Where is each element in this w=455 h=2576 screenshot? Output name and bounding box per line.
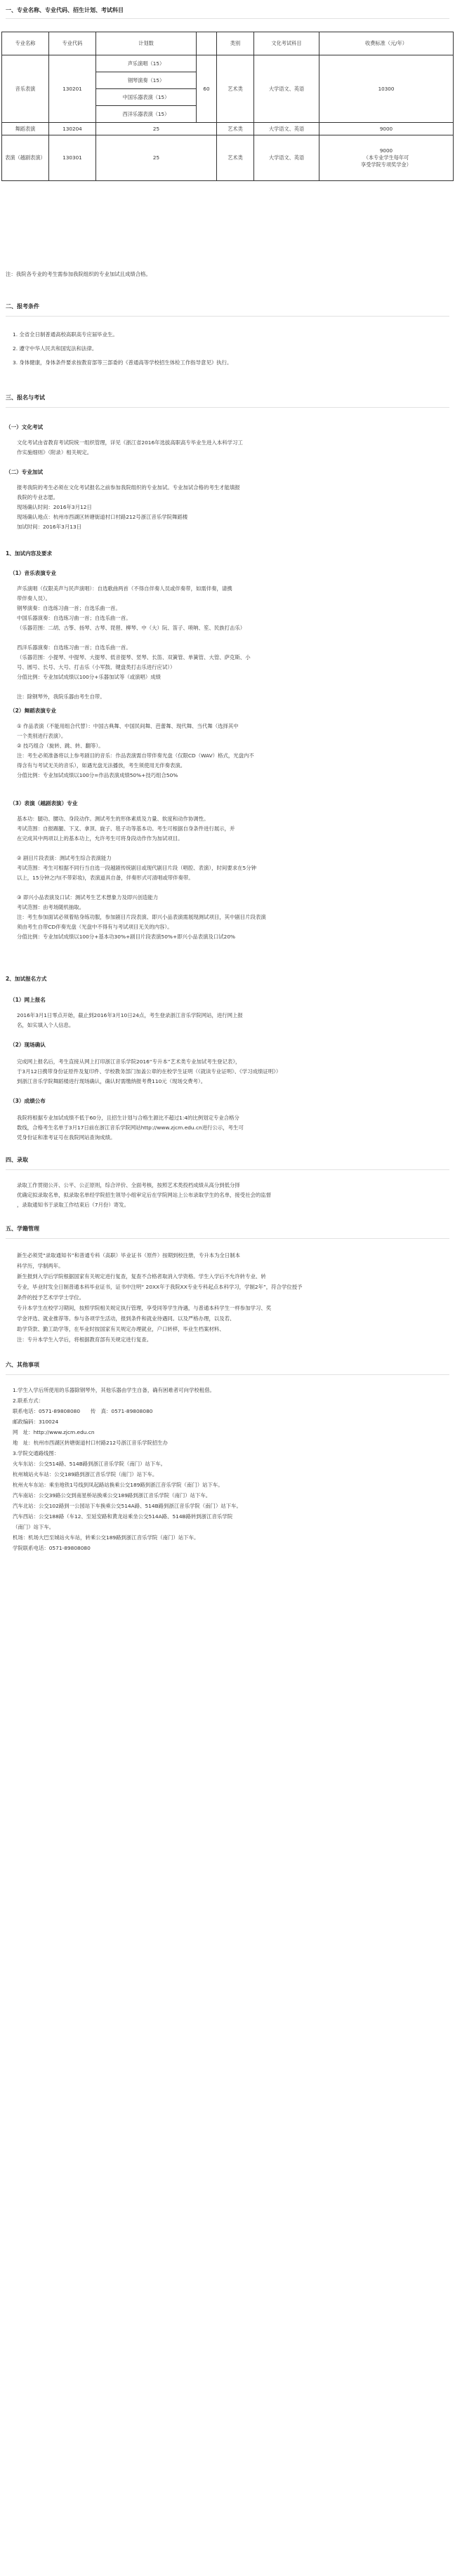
paragraph-line: 我院将根据专业加试成绩不低于60分，且招生计划与合格生源比不超过1:4的比例划定专业合格分: [17, 1115, 239, 1121]
fee-line: （本专业学生每年可: [363, 154, 409, 161]
cell-category: 艺术类: [217, 55, 254, 123]
cell-exam: 大学语文、英语: [254, 123, 319, 135]
paragraph-line: 科学历，学制两年。: [17, 1263, 64, 1269]
requirement-item: 1. 全省全日制普通高校高职高专应届毕业生。: [13, 331, 118, 338]
section-divider: [6, 316, 449, 317]
paragraph-line: 带伴奏人员）。: [17, 595, 51, 602]
paragraph-line: 我院的专业志愿。: [17, 494, 59, 500]
cell-fee: 9000: [319, 123, 454, 135]
enrollment-table: [1, 32, 454, 181]
paragraph-line: 助学贷款、勤工助学等，在毕业时按国家有关规定办理就业，户口转移，毕业生档案材料、: [17, 1326, 225, 1332]
paragraph-line: 到浙江音乐学院舞蹈楼进行现场确认，确认时需缴纳报考费110元（现场交费考）。: [17, 1078, 206, 1084]
content-requirements-title: 1、加试内容及要求: [6, 550, 53, 557]
paragraph-line: 2.联系方式：: [13, 1397, 44, 1404]
paragraph-line: （乐器范围：小提琴、中提琴、大提琴、低音提琴、竖琴、长笛、双簧管、单簧管、大管、萨克斯、小: [17, 654, 251, 660]
registration-method-title: 2、加试报名方式: [6, 976, 47, 982]
onsite-confirmation-title: （2）现场确认: [10, 1042, 46, 1048]
cell-sub-plan: 声乐演唱（15）: [96, 55, 197, 72]
cell-major: 音乐表演: [2, 55, 49, 123]
paragraph-line: 中国乐器演奏：自选练习曲一首；自选乐曲一首。: [17, 615, 131, 621]
paragraph-line: 专升本学生在校学习期间，按照学院相关规定执行管理，享受同等学生待遇，与普通本科学生一样参加学习、奖: [17, 1305, 272, 1311]
table-header-row: [2, 32, 454, 55]
cell-category: 艺术类: [217, 135, 254, 181]
section-divider: [6, 407, 449, 408]
paragraph-line: 钢琴演奏：自选练习曲一首；自选乐曲一首。: [17, 605, 121, 611]
section-divider: [6, 18, 449, 19]
online-registration-title: （1）网上报名: [10, 997, 46, 1003]
section-divider: [6, 1169, 449, 1170]
paragraph-line: 汽车西站：公交188路（车12、至延安路和黄龙站乘坐公交514A路、514B路转到浙江音乐学院: [13, 1513, 233, 1520]
subsection-culture-title: （一）文化考试: [6, 424, 44, 430]
cell-sub-plan: 西洋乐器表演（15）: [96, 106, 197, 123]
table-row: [2, 135, 454, 181]
cell-code: 130201: [49, 55, 96, 123]
paragraph-line: 西洋乐器演奏：自选练习曲一首；自选乐曲一首。: [17, 644, 131, 651]
paragraph-line: 一个类别进行表演）。: [17, 733, 67, 739]
paragraph-line: 凭身份证和准考证号在我院网站查询成绩。: [17, 1134, 116, 1141]
section-6-title: 六、其他事项: [6, 1362, 39, 1368]
table-row: [2, 55, 454, 72]
requirement-item: 2. 遵守中华人民共和国宪法和法律。: [13, 345, 98, 352]
paragraph-line: 汽车北站：公交102路到一公园站下车换乘公交514A路、514B路到浙江音乐学院（南门）站下车。: [13, 1503, 242, 1509]
paragraph-line: （乐器范围：二胡、古筝、扬琴、古琴、琵琶、柳琴、中（大）阮、笛子、唢呐、笙、民族打击乐）: [17, 625, 246, 631]
cell-total: 60: [197, 55, 217, 123]
subsection-audition-title: （二）专业加试: [6, 469, 44, 475]
paragraph-line: 学院联系电话：0571-89808080: [13, 1545, 91, 1551]
dance-performance-title: （2）舞蹈表演专业: [10, 708, 57, 714]
paragraph-line: 邮政编码：310024: [13, 1419, 59, 1425]
cell-exam: 大学语文、英语: [254, 55, 319, 123]
paragraph-line: 分值比例：专业加试成绩以100分+乐器加试等（或演唱）成绩: [17, 674, 161, 680]
cell-sub-plan: 中国乐器表演（15）: [96, 89, 197, 106]
paragraph-line: 以上，15分钟之内(不带彩妆)，表演道具自备，伴奏形式可清唱或带伴奏带。: [17, 875, 194, 881]
paragraph-line: 声乐演唱（仅限美声与民声演唱）：自选歌曲两首（不得自伴奏人员或伴奏带，如需伴奏，请携: [17, 585, 232, 592]
paragraph-line: 在完成其中两项以上的基本功上，允许考生可将身段动作作为加试项目。: [17, 835, 183, 842]
cell-exam: 大学语文、英语: [254, 135, 319, 181]
cell-fee: [319, 135, 454, 181]
cell-major: 表演（越剧表演）: [2, 135, 49, 181]
paragraph-line: 学金评选、就业推荐等。参与各项学生活动，报到条件和就业待遇同。以及严格办理，以及若、: [17, 1315, 235, 1322]
paragraph-line: ，录取通知书于录取工作结束后（7月份）寄发。: [17, 1202, 129, 1208]
cell-code: 130301: [49, 135, 96, 181]
header-exam: 文化考试科目: [254, 32, 319, 55]
table-row: [2, 123, 454, 135]
paragraph-line: 得含有与考试无关的音乐），如遇光盘无法播放，考生须使用无伴奏表演。: [17, 762, 186, 769]
paragraph-line: 联系电话：0571-89808080 传 真：0571-89808080: [13, 1408, 153, 1414]
section-5-title: 五、学籍管理: [6, 1226, 39, 1232]
header-plan: 计划数: [96, 32, 197, 55]
paragraph-line: 优确定拟录取名单，拟录取名单经学院招生领导小组审定后在学院网站上公布录取学生的名单，接受社会的监督: [17, 1192, 272, 1198]
paragraph-line: 2016年3月1日零点开始，截止到2016年3月10日24点，考生登录浙江音乐学院网站，进行网上报: [17, 1012, 243, 1018]
paragraph-line: 文化考试由省教育考试院统一组织管理，详见《浙江省2016年选拔高职高专毕业生进入本科学习工: [17, 439, 243, 446]
paragraph-line: 网 址：http://www.zjcm.edu.cn: [13, 1429, 95, 1435]
section-2-title: 二、报考条件: [6, 303, 39, 310]
paragraph-line: （南门）站下车。: [13, 1524, 55, 1530]
confirm-date: 现场确认时间：2016年3月12日: [17, 504, 92, 510]
paragraph-line: 考试范围：由考场随机抽取。: [17, 904, 85, 910]
section-4-title: 四、录取: [6, 1157, 28, 1163]
results-announcement-title: （3）成绩公布: [10, 1098, 46, 1104]
music-performance-title: （1）音乐表演专业: [10, 570, 57, 576]
confirm-location: 现场确认地点：杭州市西湖区转塘街道村口村路212号浙江音乐学院舞蹈楼: [17, 514, 188, 520]
cell-code: 130204: [49, 123, 96, 135]
cell-category: 艺术类: [217, 123, 254, 135]
requirement-item: 3. 身体健康，身体条件要求按教育部等三部委的《普通高等学校招生体检工作指导意见》执行。: [13, 359, 232, 366]
paragraph-line: 注：专升本学生入学后，将根据教育部有关规定进行复查。: [17, 1336, 152, 1343]
paragraph-line: 号、圆号、长号、大号、打击乐（小军鼓、键盘类打击乐进行应试））: [17, 664, 176, 670]
section-3-title: 三、报名与考试: [6, 394, 45, 401]
paragraph-line: 完成网上报名后，考生直接从网上打印浙江音乐学院2016“专升本”艺术类专业加试考生登记表》，: [17, 1058, 241, 1065]
section-divider: [6, 1238, 449, 1239]
cell-plan: 25: [96, 135, 217, 181]
paragraph-line: 分值比例：专业加试成绩以100分+基本功30%+剧目片段表演50%+即兴小品表演及口试20%: [17, 934, 236, 940]
paragraph-line: 注：除钢琴外，我院乐器由考生自带。: [17, 693, 105, 700]
section-1-title: 一、专业名称、专业代码、招生计划、考试科目: [6, 7, 124, 13]
paragraph-line: 火车东站：公交514路、514B路到浙江音乐学院（南门）站下车。: [13, 1461, 166, 1467]
fee-line: 9000: [379, 147, 393, 154]
paragraph-line: 专业，毕业时发全日制普通本科毕业证书，证书中注明“ 20XX年于我院XX专业专科起点本科学习，学制2年”，符合学位授予: [17, 1284, 303, 1290]
cell-major: 舞蹈表演: [2, 123, 49, 135]
paragraph-line: 考试范围：考生可根据不同行当自选一段越剧传统剧目或现代剧目片段（唱腔、表演），时间要求在5分钟: [17, 865, 256, 871]
paragraph-line: 地 址：杭州市西湖区转塘街道村口村路212号浙江音乐学院招生办: [13, 1440, 169, 1446]
yue-opera-title: （3）表演（越剧表演）专业: [10, 800, 78, 806]
paragraph-line: ② 技巧组合（旋转、跳、转、翻等）。: [17, 743, 104, 749]
paragraph-line: 录取工作贯彻公开、公平、公正原则，综合评价、全面考核，按照艺术类投档成绩从高分到低分择: [17, 1182, 240, 1188]
paragraph-line: 于3月12日携带身份证原件及复印件、学校教务部门加盖公章的在校学生证明（《就读专业证明》、《学习成绩证明》）: [17, 1068, 282, 1075]
cell-plan: 25: [96, 123, 217, 135]
paragraph-line: 条件的授予艺术学学士学位。: [17, 1294, 85, 1301]
paragraph-line: 汽车南站：公交39路公交到南星桥站换乘公交189路到浙江音乐学院（南门）站下车。: [13, 1492, 211, 1499]
cell-fee: 10300: [319, 55, 454, 123]
header-fee: 收费标准（元/年）: [319, 32, 454, 55]
paragraph-line: 基本功：腿功、腰功、身段动作。测试考生的形体素质及力量、软度和动作协调性。: [17, 816, 209, 822]
header-category: 类别: [217, 32, 254, 55]
paragraph-line: 机场：机场大巴至城站火车站，转乘公交189路到浙江音乐学院（南门）站下车。: [13, 1534, 199, 1541]
table-note: 注：我院各专业的考生需参加我院组织的专业加试且成绩合格。: [6, 271, 151, 277]
paragraph-line: 数线，合格考生名单于3月17日前在浙江音乐学院网站http://www.zjcm.edu.cn进行公示，考生可: [17, 1124, 244, 1131]
paragraph-line: 名，如实填入个人信息。: [17, 1022, 74, 1028]
paragraph-line: 新生必须凭“录取通知书”和普通专科（高职）毕业证书（原件）按期到校注册，专升本为全日制本: [17, 1252, 241, 1259]
fee-line: 享受学院专项奖学金）: [361, 161, 411, 168]
cell-sub-plan: 钢琴演奏（15）: [96, 72, 197, 89]
paragraph-line: 杭州城站火车站：公交189路到浙江音乐学院（南门）站下车。: [13, 1471, 158, 1478]
paragraph-line: 新生报到入学后学院根据国家有关规定进行复查，复查不合格者取消入学资格。学生入学后不允许转专业、转: [17, 1273, 266, 1280]
paragraph-line: 报考我院的考生必须在文化考试报名之前参加我院组织的专业加试。专业加试合格的考生才能填报: [17, 484, 240, 491]
paragraph-line: 考试范围：自报踢腿、下叉、拿顶、旋子、毯子功等基本功。考生可根据自身条件进行展示，并: [17, 825, 235, 832]
header-major: 专业名称: [2, 32, 49, 55]
paragraph-line: 作实施细则》（附录）相关规定。: [17, 449, 93, 456]
header-blank: [197, 32, 217, 55]
paragraph-line: 须由考生自带CD伴奏光盘（光盘中不得有与考试项目无关的内容）。: [17, 924, 173, 930]
paragraph-line: 3.学院交通路线图：: [13, 1450, 60, 1456]
paragraph-line: 分值比例：专业加试成绩以100分=作品表演成绩50%+技巧组合50%: [17, 772, 178, 778]
paragraph-line: ① 作品表演（不能用组合代替）：中国古典舞、中国民间舞、芭蕾舞、现代舞、当代舞（选择其中: [17, 723, 239, 729]
paragraph-line: ② 剧目片段表演：测试考生综合表演能力: [17, 855, 112, 861]
header-code: 专业代码: [49, 32, 96, 55]
paragraph-line: 注：考生参加面试必须着贴身练功服，参加剧目片段表演、即兴小品表演需展现测试项目，其中剧目片段表演: [17, 914, 266, 920]
audition-date: 加试时间：2016年3月13日: [17, 524, 82, 530]
section-divider: [6, 1374, 449, 1375]
paragraph-line: 注：考生必须准备将以上参考剧目的音乐：作品表演需自带伴奏光盘（仅限CD（WAV）格式，光盘内不: [17, 752, 254, 759]
paragraph-line: ③ 即兴小品表演及口试：测试考生艺术想象力及即兴创造能力: [17, 894, 159, 901]
paragraph-line: 杭州火车东站：乘坐地铁1号线到凤起路站换乘公交189路到浙江音乐学院（南门）站下车。: [13, 1482, 223, 1488]
paragraph-line: 1.学生入学后所使用的乐器除钢琴外，其他乐器由学生自备，确有困难者可向学校租借。: [13, 1387, 215, 1393]
